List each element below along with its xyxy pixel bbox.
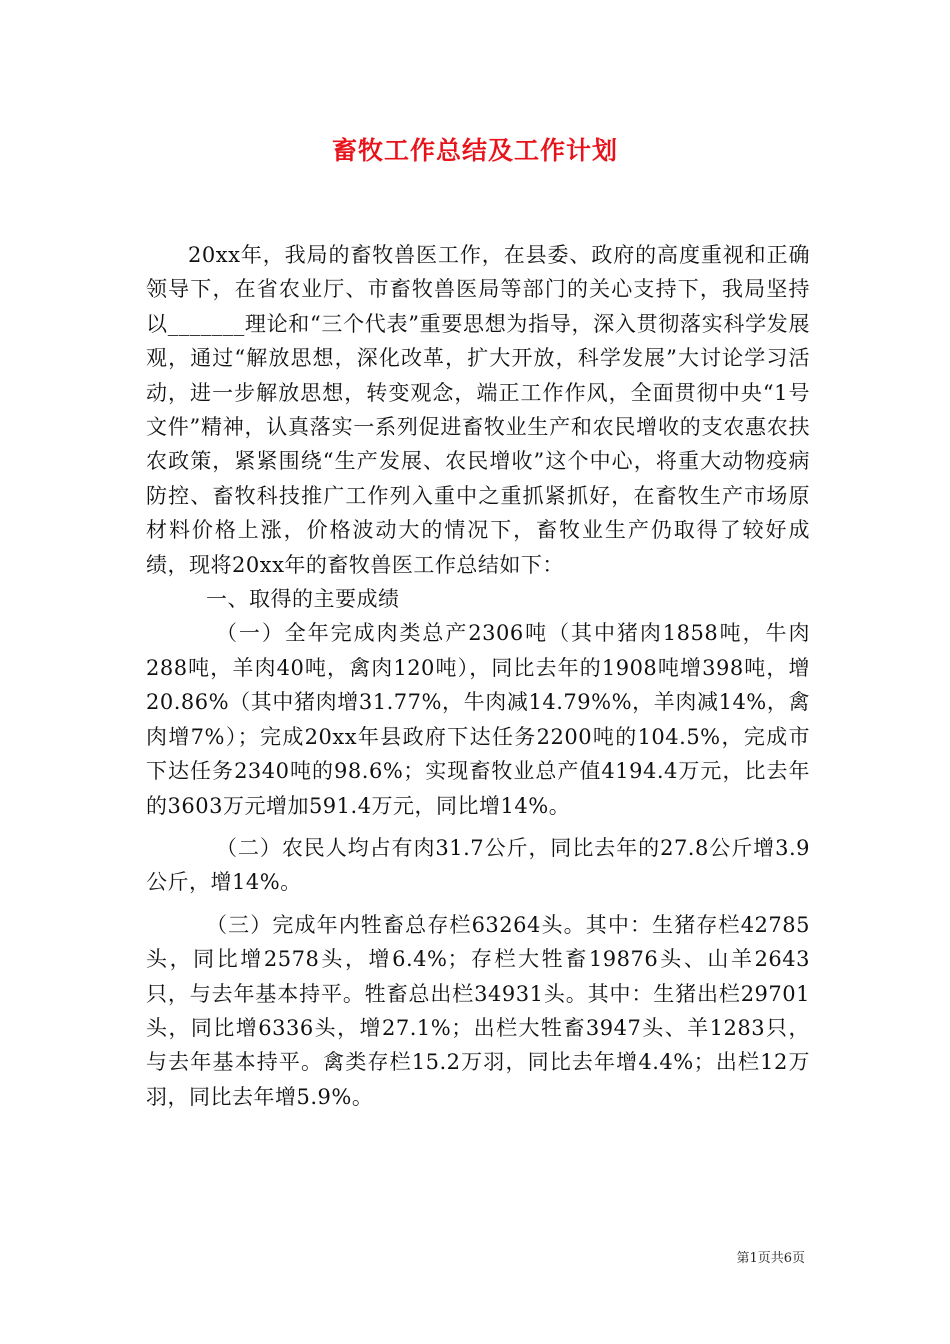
document-body: [146, 238, 810, 1114]
page-footer: [0, 1247, 805, 1266]
achievement-paragraph-2: （二）农民人均占有肉31.7公斤，同比去年的27.8公斤增3.9公斤，增14%。: [146, 835, 810, 895]
achievement-paragraph-3: （三）完成年内牲畜总存栏63264头。其中：生猪存栏42785头，同比增2578头，增6.4%；存栏大牲畜19876头、山羊2643只，与去年基本持平。牲畜总出栏34931头。其中：生猪出栏29701头，同比增6336头，增27.1%；出栏大牲畜3947头、羊1283只，与去年基本持平。禽类存栏15.2万羽，同比去年增4.4%；出栏12万羽，同比去年增5.9%。: [146, 912, 810, 1109]
achievement-paragraph-1: （一）全年完成肉类总产2306吨（其中猪肉1858吨，牛肉288吨，羊肉40吨，禽肉120吨），同比去年的1908吨增398吨，增20.86%（其中猪肉增31.77%，牛肉减14.79%%，羊肉减14%，禽肉增7%）；完成20xx年县政府下达任务2200吨的104.5%，完成市下达任务2340吨的98.6%；实现畜牧业总产值4194.4万元，比去年的3603万元增加591.4万元，同比增14%。: [146, 621, 810, 818]
page-number: 第1页共6页: [736, 1251, 805, 1266]
intro-paragraph: 20xx年，我局的畜牧兽医工作，在县委、政府的高度重视和正确领导下，在省农业厅、市畜牧兽医局等部门的关心支持下，我局坚持以_______理论和“三个代表”重要思想为指导，深入贯彻落实科学发展观，通过“解放思想，深化改革，扩大开放，科学发展”大讨论学习活动，进一步解放思想，转变观念，端正工作作风，全面贯彻中央“1号文件”精神，认真落实一系列促进畜牧业生产和农民增收的支农惠农扶农政策，紧紧围绕“生产发展、农民增收”这个中心，将重大动物疫病防控、畜牧科技推广工作列入重中之重抓紧抓好，在畜牧生产市场原材料价格上涨，价格波动大的情况下，畜牧业生产仍取得了较好成绩，现将20xx年的畜牧兽医工作总结如下：: [146, 243, 810, 577]
section-heading: 一、取得的主要成绩: [206, 587, 400, 612]
document-title: 畜牧工作总结及工作计划: [331, 136, 618, 165]
